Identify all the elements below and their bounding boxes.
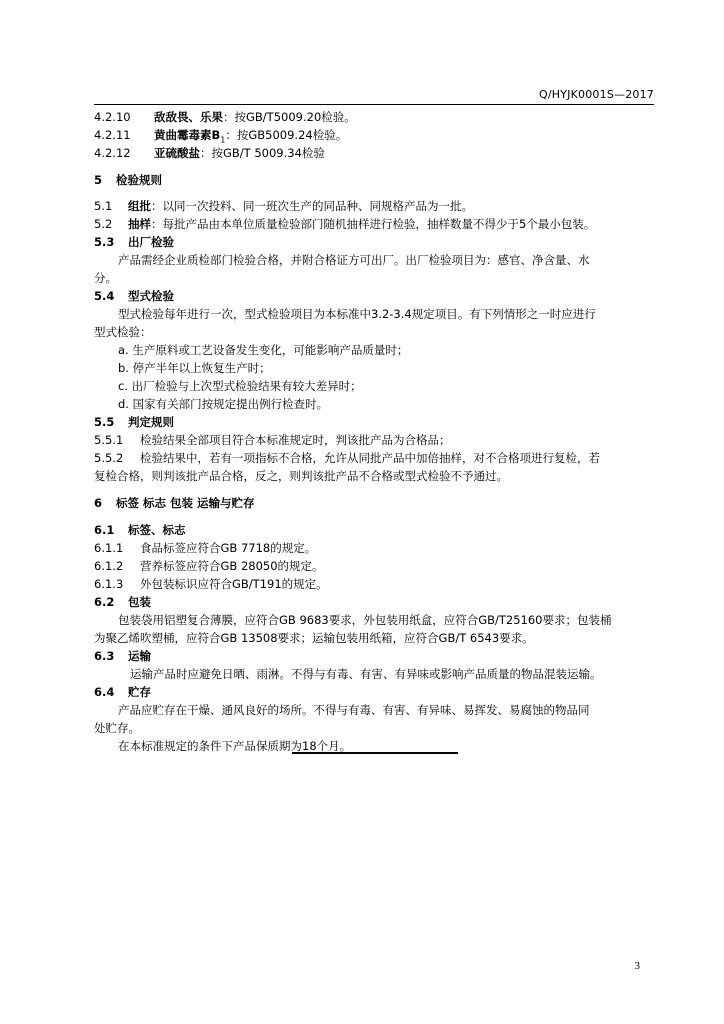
clause-number: 6.1.3 (94, 577, 124, 591)
clause-title: 贮存 (128, 685, 151, 699)
clause-number: 5.4 (94, 289, 115, 303)
clause-heading: 亚硫酸盐 (154, 146, 200, 160)
clause-number: 5.2 (94, 217, 113, 231)
clause-6-4-text: 产品应贮存在干燥、通风良好的场所。不得与有毒、有害、有异味、易挥发、易腐蚀的物品同 (118, 703, 590, 717)
clause-title: 运输 (128, 649, 151, 663)
clause-number: 5.1 (94, 199, 113, 213)
clause-5-4-text-cont: 型式检验： (94, 325, 152, 339)
clause-number: 4.2.10 (94, 110, 131, 124)
list-item-d: d. 国家有关部门按规定提出例行检查时。 (118, 397, 329, 411)
clause-heading: 敌敌畏、乐果 (154, 110, 223, 124)
clause-5-1 (94, 197, 658, 215)
clause-title: 型式检验 (128, 289, 174, 303)
clause-number: 6.1.2 (94, 559, 124, 573)
clause-4-2-12 (94, 144, 658, 162)
clause-5-5-2-cont: 复检合格，则判该批产品合格，反之，则判该批产品不合格或型式检验不予通过。 (94, 469, 508, 483)
clause-title: 判定规则 (128, 415, 174, 429)
clause-5-3-heading (94, 233, 658, 251)
end-of-standard-rule (292, 752, 458, 754)
clause-heading: 黄曲霉毒素B (154, 128, 221, 142)
clause-text: ：以同一次投料、同一班次生产的同品种、同规格产品为一批。 (151, 199, 473, 213)
clause-text: ：按GB5009.24检验。 (225, 128, 348, 142)
clause-heading: 抽样 (128, 217, 151, 231)
section-number: 5 (94, 173, 103, 187)
header-rule (94, 104, 654, 105)
clause-5-5-heading (94, 413, 658, 431)
clause-6-1-2 (94, 557, 658, 575)
clause-number: 5.5.1 (94, 433, 124, 447)
clause-text: 检验结果全部项目符合本标准规定时，判该批产品为合格品； (140, 433, 451, 447)
clause-5-5-2 (94, 449, 658, 467)
clause-text: 营养标签应符合GB 28050的规定。 (140, 559, 324, 573)
clause-5-4-heading (94, 287, 658, 305)
clause-text: ：按GB/T5009.20检验。 (223, 110, 356, 124)
document-code: Q/HYJK0001S—2017 (539, 88, 654, 101)
shelf-life-statement: 在本标准规定的条件下产品保质期为18个月。 (118, 739, 352, 753)
clause-6-1-3 (94, 575, 658, 593)
list-item-a: a. 生产原料或工艺设备发生变化，可能影响产品质量时； (118, 343, 409, 357)
clause-number: 6.1.1 (94, 541, 124, 555)
clause-number: 5.3 (94, 235, 115, 249)
clause-heading-subscript: 1 (220, 135, 226, 145)
clause-number: 4.2.11 (94, 128, 131, 142)
clause-5-2 (94, 215, 658, 233)
section-number: 6 (94, 496, 103, 510)
list-item-c: c. 出厂检验与上次型式检验结果有较大差异时； (118, 379, 362, 393)
clause-number: 6.4 (94, 685, 115, 699)
clause-6-2-text: 包装袋用铝塑复合薄膜，应符合GB 9683要求，外包装用纸盒，应符合GB/T25160要求；包装桶 (118, 613, 612, 627)
clause-number: 6.3 (94, 649, 115, 663)
clause-heading: 组批 (128, 199, 151, 213)
clause-6-4-heading (94, 683, 658, 701)
clause-text: 检验结果中，若有一项指标不合格，允许从同批产品中加倍抽样，对不合格项进行复检，若 (140, 451, 600, 465)
clause-number: 4.2.12 (94, 146, 131, 160)
section-title: 标签 标志 包装 运输与贮存 (116, 496, 255, 510)
clause-5-4-text: 型式检验每年进行一次，型式检验项目为本标准中3.2-3.4规定项目。有下列情形之一时应进行 (118, 307, 596, 321)
clause-5-3-text-cont: 分。 (94, 271, 117, 285)
clause-5-5-1 (94, 431, 658, 449)
clause-text: ：每批产品由本单位质量检验部门随机抽样进行检验，抽样数量不得少于5个最小包装。 (151, 217, 596, 231)
clause-6-3-text: 运输产品时应避免日晒、雨淋。不得与有毒、有害、有异味或影响产品质量的物品混装运输。 (130, 667, 602, 681)
section-title: 检验规则 (116, 173, 162, 187)
section-5-heading (94, 171, 658, 189)
clause-5-3-text: 产品需经企业质检部门检验合格，并附合格证方可出厂。出厂检验项目为：感官、净含量、水 (118, 253, 590, 267)
clause-text: ：按GB/T 5009.34检验 (200, 146, 325, 160)
clause-6-2-text-cont: 为聚乙烯吹塑桶，应符合GB 13508要求；运输包装用纸箱，应符合GB/T 6543要求。 (94, 631, 534, 645)
clause-6-1-heading (94, 521, 658, 539)
list-item-b: b. 停产半年以上恢复生产时； (118, 361, 271, 375)
clause-4-2-10 (94, 108, 658, 126)
clause-title: 包装 (128, 595, 151, 609)
clause-text: 外包装标识应符合GB/T191的规定。 (140, 577, 328, 591)
clause-number: 6.1 (94, 523, 115, 537)
clause-6-2-heading (94, 593, 658, 611)
clause-title: 出厂检验 (128, 235, 174, 249)
clause-6-1-1 (94, 539, 658, 557)
clause-number: 5.5 (94, 415, 115, 429)
page-number: 3 (634, 960, 640, 972)
clause-title: 标签、标志 (128, 523, 186, 537)
section-6-heading (94, 494, 658, 512)
clause-number: 5.5.2 (94, 451, 124, 465)
clause-number: 6.2 (94, 595, 115, 609)
clause-6-3-heading (94, 647, 658, 665)
clause-text: 食品标签应符合GB 7718的规定。 (140, 541, 317, 555)
clause-6-4-text-cont: 处贮存。 (94, 721, 140, 735)
